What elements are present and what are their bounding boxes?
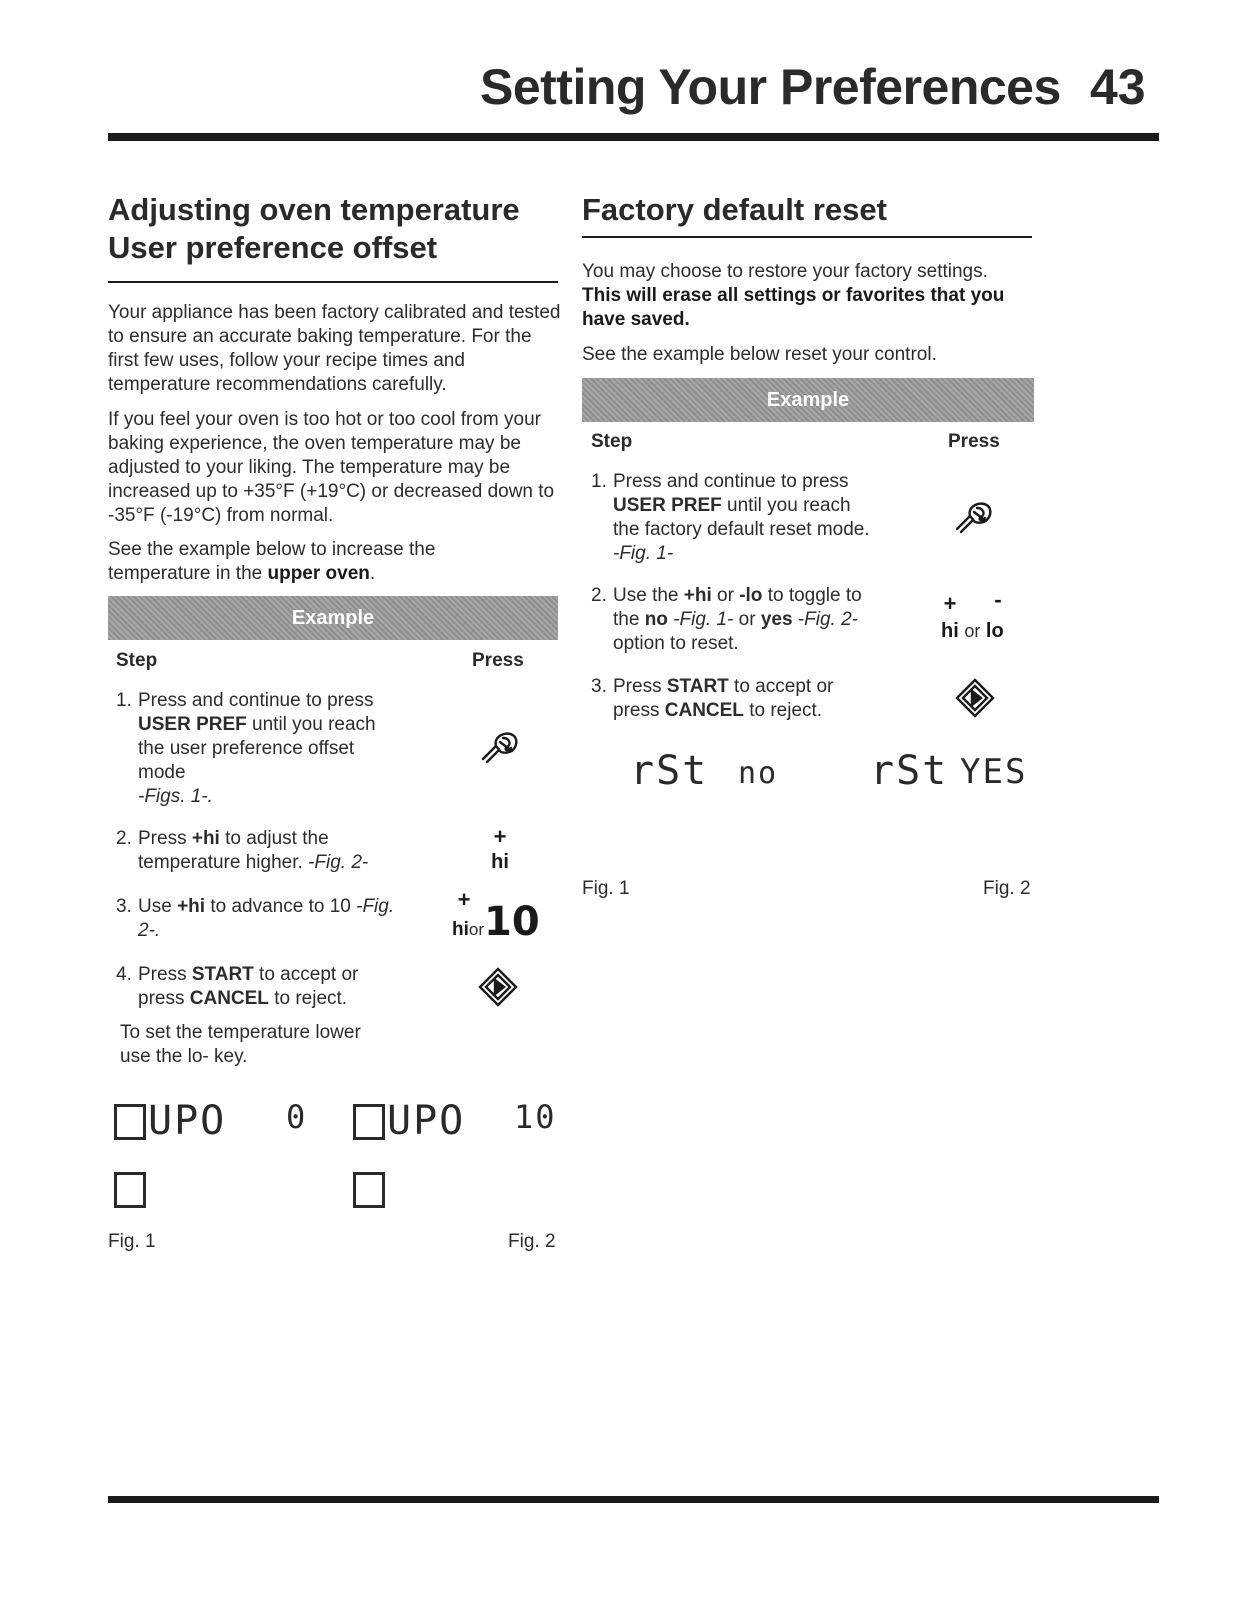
start-diamond-icon-right[interactable]: [954, 677, 996, 719]
lcd-text-fig1: UPO: [148, 1098, 227, 1144]
example-banner-left: Example: [108, 596, 558, 640]
lcd-value-fig2: 10: [514, 1098, 557, 1136]
paragraph-calibration: Your appliance has been factory calibrated and tested to ensure an accurate baking temperature. For the first few uses, follow your recipe times and temperature recommendations carefully.: [108, 302, 561, 395]
footer-rule: [108, 1496, 1159, 1503]
lcd-rst-fig1: rSt: [630, 748, 709, 794]
left-step-4: 4. Press START to accept or press CANCEL to reject.: [116, 964, 359, 1009]
section-rule-left: [108, 281, 558, 283]
note-lower-temp: To set the temperature lower use the lo- key.: [120, 1022, 361, 1067]
lcd-lower-box-fig2: [353, 1172, 385, 1208]
left-step-3: 3. Use +hi to advance to 10 -Fig. 2-.: [116, 896, 395, 941]
step-header-right: Step: [591, 431, 633, 452]
hi-or-lo-label: hi or lo: [941, 620, 1004, 642]
hi-or-10-label: hior10: [452, 899, 540, 945]
page-title: Setting Your Preferences: [480, 59, 1061, 115]
lcd-no-fig1: no: [738, 756, 779, 791]
page-number: 43: [1090, 59, 1146, 115]
start-diamond-icon[interactable]: [477, 966, 519, 1008]
example-banner-right: Example: [582, 378, 1034, 422]
fig1-caption-left: Fig. 1: [108, 1231, 156, 1252]
paragraph-see-reset: See the example below reset your control.: [582, 344, 937, 365]
left-step-2: 2. Press +hi to adjust the temperature higher. -Fig. 2-: [116, 828, 369, 873]
paragraph-restore: You may choose to restore your factory settings. This will erase all settings or favorites that you have saved.: [582, 261, 1005, 330]
lcd-lower-box-fig1: [114, 1172, 146, 1208]
hi-key-label: hi: [491, 851, 509, 873]
section-heading-left-2: User preference offset: [108, 230, 438, 265]
press-header-right: Press: [948, 431, 1000, 452]
lcd-oven-box-fig1: [114, 1104, 146, 1140]
lcd-rst-fig2: rSt: [870, 748, 949, 794]
lcd-oven-box-fig2: [353, 1104, 385, 1140]
right-step-2: 2. Use the +hi or -lo to toggle to the no -Fig. 1- or yes -Fig. 2- option to reset.: [591, 585, 862, 654]
step-header-left: Step: [116, 650, 158, 671]
section-heading-right: Factory default reset: [582, 192, 887, 227]
lcd-value-fig1: 0: [286, 1098, 308, 1136]
right-step-3: 3. Press START to accept or press CANCEL to reject.: [591, 676, 834, 721]
header-rule: [108, 133, 1159, 141]
fig1-caption-right: Fig. 1: [582, 878, 630, 899]
press-header-left: Press: [472, 650, 524, 671]
left-step-1: 1. Press and continue to press USER PREF until you reach the user preference offset mode -Figs. 1-.: [116, 690, 376, 807]
minus-button-right[interactable]: -: [994, 587, 1002, 612]
fig2-caption-left: Fig. 2: [508, 1231, 556, 1252]
plus-button[interactable]: +: [493, 824, 507, 849]
paragraph-see-example: See the example below to increase the temperature in the upper oven.: [108, 539, 436, 584]
section-heading-left-1: Adjusting oven temperature: [108, 192, 520, 227]
user-pref-wrench-icon-right: [953, 498, 995, 534]
user-pref-wrench-icon: [479, 728, 521, 764]
paragraph-adjust: If you feel your oven is too hot or too cool from your baking experience, the oven temperature may be adjusted to your liking. The temperature may be increased up to +35°F (+19°C) or decreased down to -35°F (-19°C) from normal.: [108, 409, 555, 526]
fig2-caption-right: Fig. 2: [983, 878, 1031, 899]
plus-button-step3[interactable]: +: [457, 887, 471, 912]
lcd-yes-fig2: YES: [960, 752, 1028, 792]
plus-button-right[interactable]: +: [943, 591, 957, 616]
lcd-text-fig2: UPO: [387, 1098, 466, 1144]
right-step-1: 1. Press and continue to press USER PREF until you reach the factory default reset mode. -Fig. 1-: [591, 471, 870, 564]
section-rule-right: [582, 236, 1032, 238]
